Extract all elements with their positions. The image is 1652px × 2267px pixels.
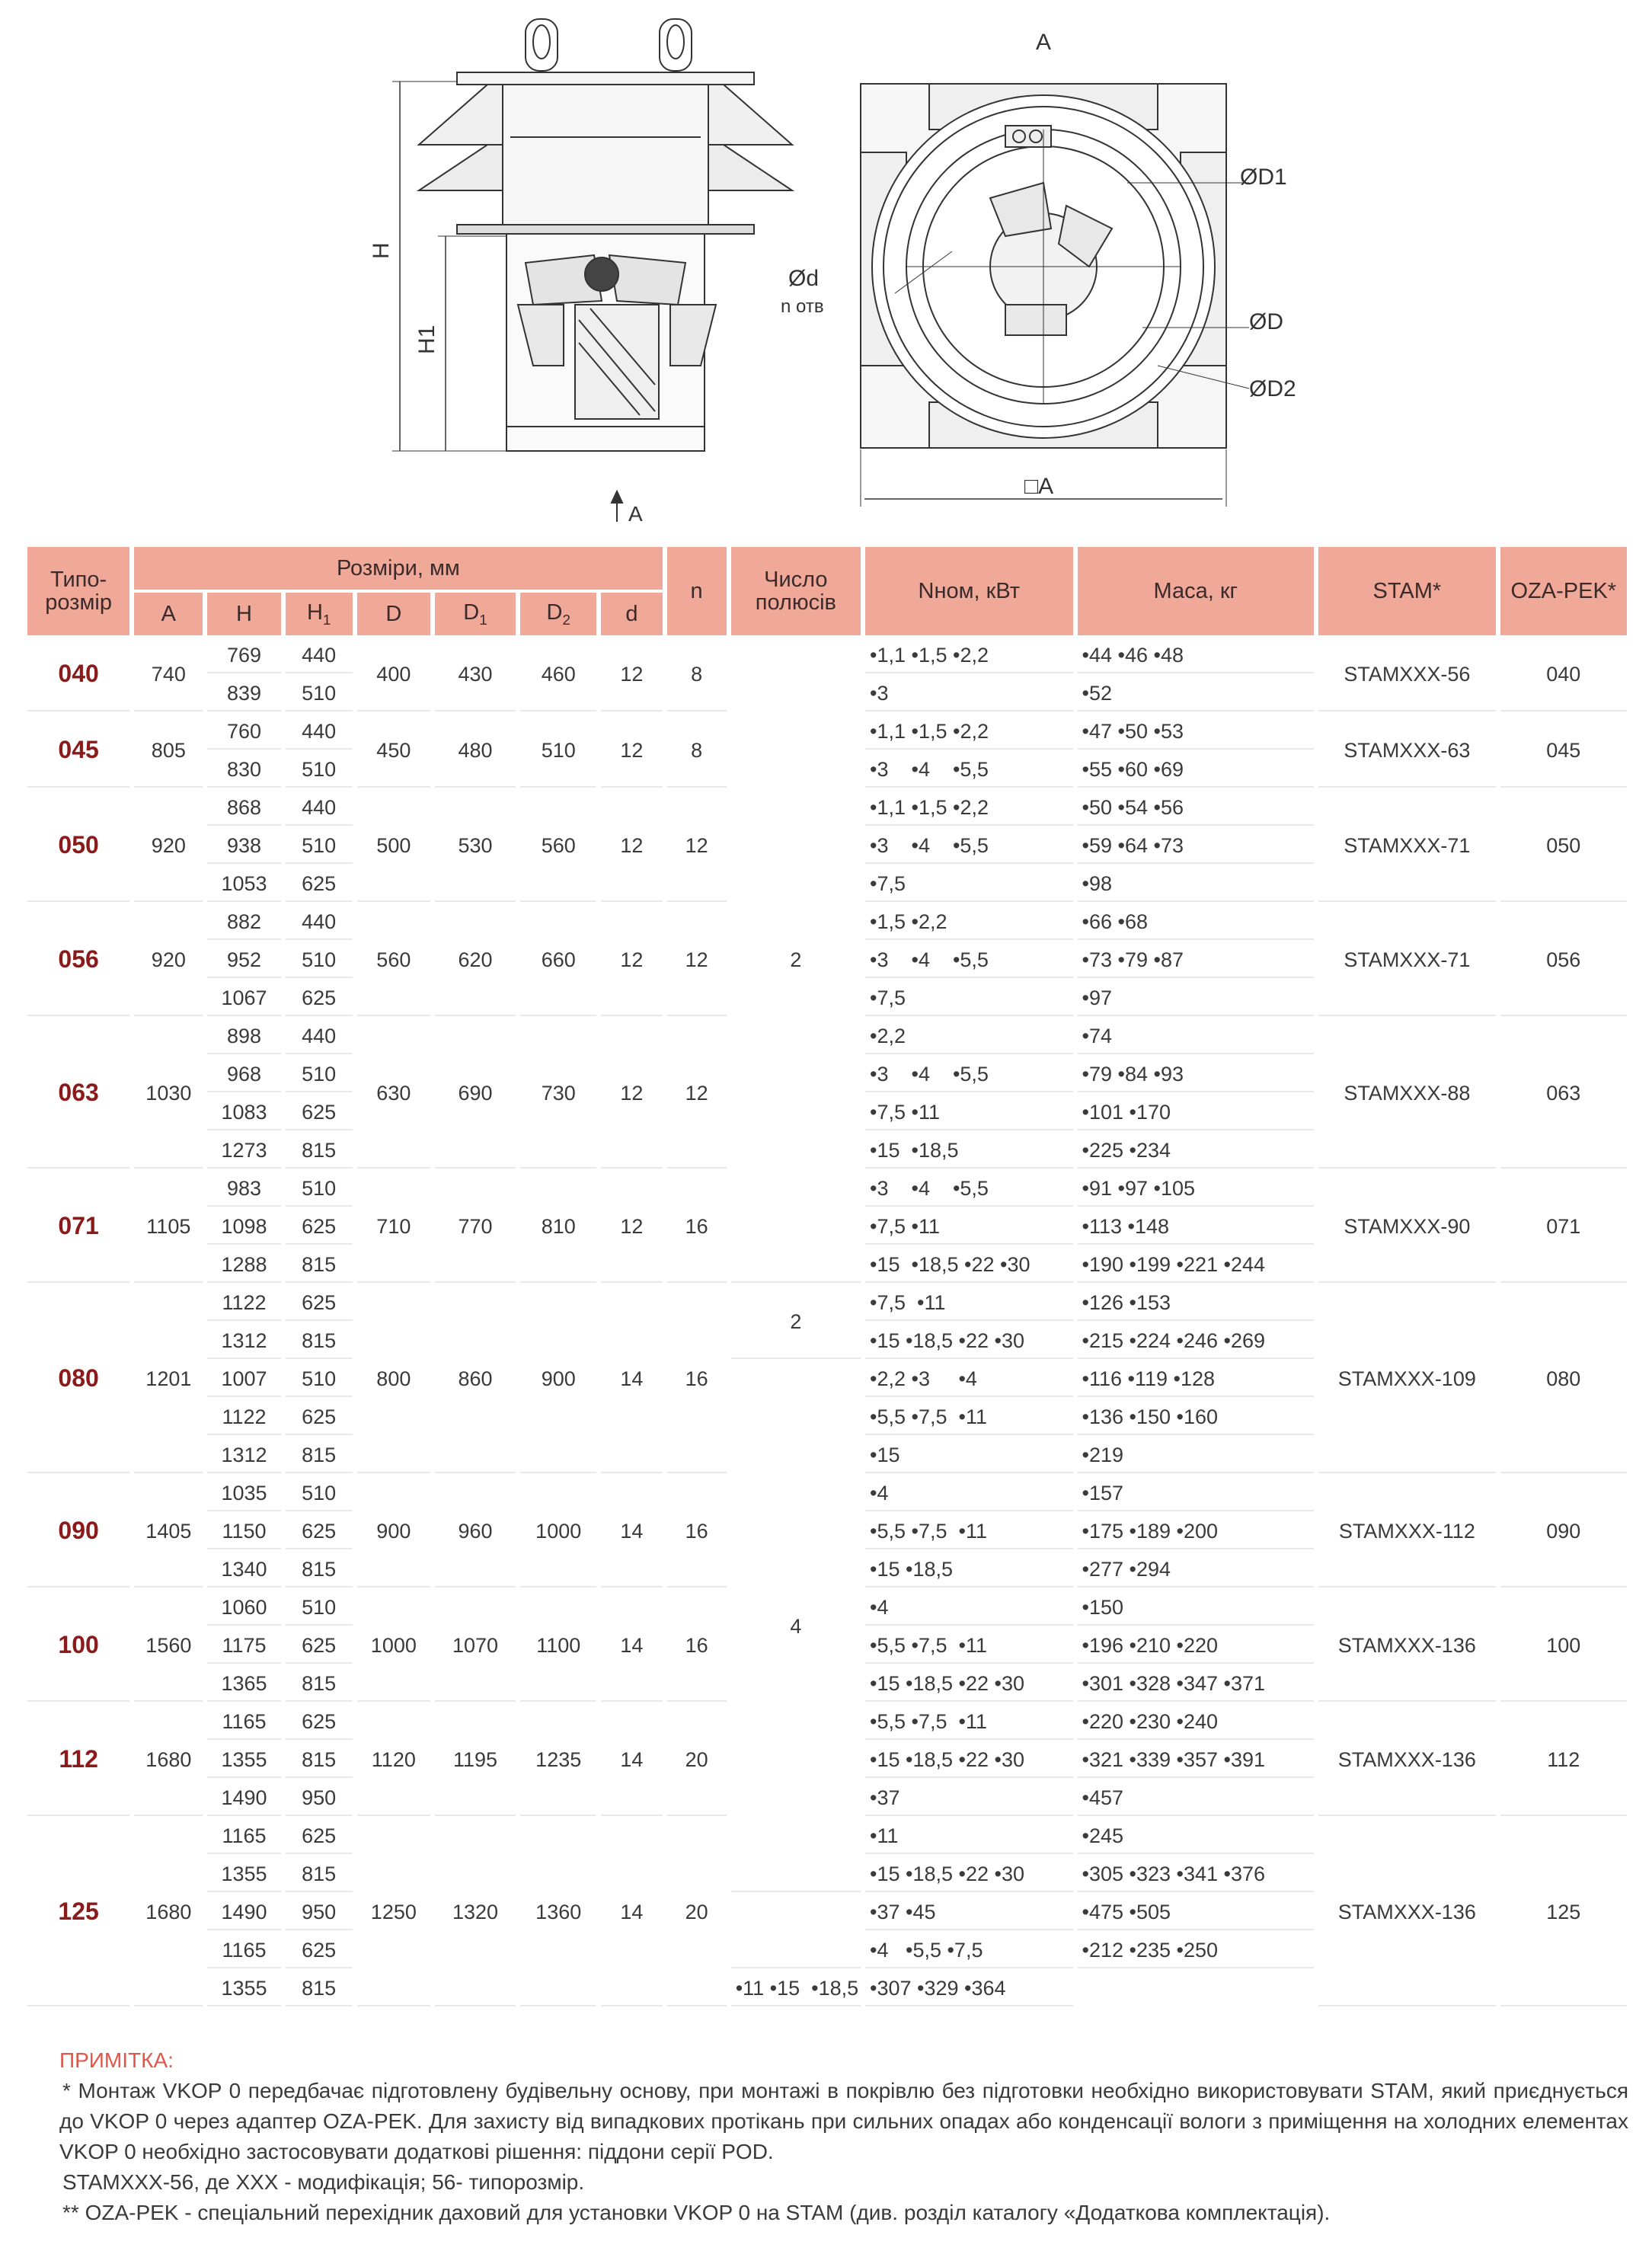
h1-cell: 440 [286,1019,353,1054]
note-3: ** OZA-PEK - спеціальний перехідник даховий для установки VKOP 0 на STAM (див. розділ каталогу «Додаткова комплектація). [62,2201,1331,2224]
poles-cell [731,1895,861,1968]
stam-cell: STAMXXX-90 [1318,1172,1495,1283]
mass-cell: •321 •339 •357 •391 [1078,1743,1315,1778]
stam-cell: STAMXXX-63 [1318,715,1495,788]
d-cell: 900 [357,1476,430,1588]
a-cell: 1680 [134,1705,203,1816]
h1-cell: 625 [286,867,353,902]
h1-cell: 625 [286,1400,353,1435]
header-mass: Маса, кг [1078,547,1315,635]
h1-cell: 510 [286,1476,353,1511]
dim-d-label: ØD [1249,309,1283,334]
dim-h1-label: H1 [414,325,439,354]
h-cell: 882 [207,905,280,940]
h-cell: 1035 [207,1476,280,1511]
d-cell: 800 [357,1286,430,1473]
stam-cell: STAMXXX-71 [1318,905,1495,1016]
h-cell: 898 [207,1019,280,1054]
h-cell: 1165 [207,1933,280,1968]
oza-pek-cell: 050 [1500,791,1627,902]
stam-cell: STAMXXX-56 [1318,638,1495,711]
h-cell: 1053 [207,867,280,902]
mass-cell: •220 •230 •240 [1078,1705,1315,1740]
a-cell: 1030 [134,1019,203,1169]
h1-cell: 815 [286,1438,353,1473]
header-d: D [357,593,430,635]
d-cell: 450 [357,715,430,788]
d1-cell: 1195 [435,1705,516,1816]
h1-cell: 510 [286,1591,353,1626]
d2-cell: 1360 [520,1819,596,2006]
h-cell: 868 [207,791,280,826]
h1-cell: 440 [286,791,353,826]
oza-pek-cell: 071 [1500,1172,1627,1283]
h1-cell: 440 [286,715,353,750]
dim-a-label: □A [1024,474,1054,499]
a-cell: 1680 [134,1819,203,2006]
power-cell: •2,2 [865,1019,1073,1054]
oza-pek-cell: 090 [1500,1476,1627,1588]
h1-cell: 625 [286,1286,353,1321]
mass-cell: •157 [1078,1476,1315,1511]
n-cell: 8 [667,638,727,711]
h-cell: 952 [207,943,280,978]
h-cell: 839 [207,676,280,711]
power-cell: •2,2 •3 •4 [865,1362,1073,1397]
h-cell: 1355 [207,1743,280,1778]
notes-title: ПРИМІТКА: [59,2048,174,2072]
size-cell: 050 [27,791,129,902]
mass-cell: •126 •153 [1078,1286,1315,1321]
mass-cell: •136 •150 •160 [1078,1400,1315,1435]
power-cell: •5,5 •7,5 •11 [865,1629,1073,1664]
n-cell: 8 [667,715,727,788]
hole-diameter-cell: 12 [601,905,662,1016]
n-cell: 20 [667,1819,727,2006]
power-cell: •5,5 •7,5 •11 [865,1705,1073,1740]
hole-diameter-cell: 12 [601,1172,662,1283]
power-cell: •1,1 •1,5 •2,2 [865,715,1073,750]
mass-cell: •277 •294 [1078,1552,1315,1588]
mass-cell: •101 •170 [1078,1095,1315,1130]
power-cell: •5,5 •7,5 •11 [865,1400,1073,1435]
h1-cell: 510 [286,1172,353,1207]
d2-cell: 460 [520,638,596,711]
mass-cell: •113 •148 [1078,1210,1315,1245]
power-cell: •7,5 •11 [865,1210,1073,1245]
h1-cell: 815 [286,1857,353,1892]
h1-cell: 510 [286,753,353,788]
d1-cell: 690 [435,1019,516,1169]
header-n: n [667,547,727,635]
h1-cell: 510 [286,943,353,978]
power-cell: •15 •18,5 [865,1134,1073,1169]
power-cell: •4 [865,1476,1073,1511]
n-cell: 12 [667,905,727,1016]
mass-cell: •150 [1078,1591,1315,1626]
header-small-d: d [601,593,662,635]
n-cell: 12 [667,1019,727,1169]
d2-cell: 900 [520,1286,596,1473]
d2-cell: 730 [520,1019,596,1169]
oza-pek-cell: 100 [1500,1591,1627,1702]
stam-cell: STAMXXX-136 [1318,1705,1495,1816]
poles-cell: 2 [731,638,861,1283]
a-cell: 805 [134,715,203,788]
mass-cell: •245 [1078,1819,1315,1854]
power-cell: •4 •5,5 •7,5 [865,1933,1073,1968]
header-size: Типо-розмір [27,547,129,635]
header-h1: $H_1$ [286,593,353,635]
header-a: A [134,593,203,635]
mass-cell: •47 •50 •53 [1078,715,1315,750]
oza-pek-cell: 045 [1500,715,1627,788]
h1-cell: 625 [286,1210,353,1245]
h1-cell: 440 [286,905,353,940]
mass-cell: •55 •60 •69 [1078,753,1315,788]
mass-cell: •301 •328 •347 •371 [1078,1667,1315,1702]
stam-cell: STAMXXX-136 [1318,1819,1495,2006]
h-cell: 1490 [207,1781,280,1816]
a-cell: 920 [134,905,203,1016]
d-cell: 630 [357,1019,430,1169]
header-dimensions: Розміри, мм [134,547,662,590]
oza-pek-cell: 063 [1500,1019,1627,1169]
stam-cell: STAMXXX-71 [1318,791,1495,902]
hole-diameter-cell: 12 [601,791,662,902]
d-cell: 560 [357,905,430,1016]
mass-cell: •475 •505 [1078,1895,1315,1930]
mass-cell: •212 •235 •250 [1078,1933,1315,1968]
mass-cell: •215 •224 •246 •269 [1078,1324,1315,1359]
d1-cell: 960 [435,1476,516,1588]
d1-cell: 620 [435,905,516,1016]
header-poles: Число полюсів [731,547,861,635]
d1-cell: 430 [435,638,516,711]
h-cell: 830 [207,753,280,788]
note-2: STAMXXX-56, де XXX - модифікація; 56- типорозмір. [62,2170,585,2194]
mass-cell: •59 •64 •73 [1078,829,1315,864]
n-cell: 16 [667,1476,727,1588]
power-cell: •1,5 •2,2 [865,905,1073,940]
oza-pek-cell: 080 [1500,1286,1627,1473]
power-cell: •3 •4 •5,5 [865,1057,1073,1092]
mass-cell: •66 •68 [1078,905,1315,940]
stam-cell: STAMXXX-112 [1318,1476,1495,1588]
h-cell: 1273 [207,1134,280,1169]
header-stam: STAM* [1318,547,1495,635]
n-cell: 16 [667,1172,727,1283]
dim-h-label: H [369,242,394,259]
size-cell: 045 [27,715,129,788]
hole-diameter-cell: 12 [601,715,662,788]
h-cell: 1007 [207,1362,280,1397]
d1-cell: 530 [435,791,516,902]
power-cell: •11 •15 •18,5 [731,1971,861,2006]
mass-cell: •91 •97 •105 [1078,1172,1315,1207]
header-power: Nном, кВт [865,547,1073,635]
power-cell: •37 •45 [865,1895,1073,1930]
power-cell: •7,5 •11 [865,1095,1073,1130]
power-cell: •3 [865,676,1073,711]
power-cell: •15 •18,5 •22 •30 [865,1667,1073,1702]
d1-cell: 1320 [435,1819,516,2006]
oza-pek-cell: 040 [1500,638,1627,711]
table-row [27,638,1627,673]
h1-cell: 510 [286,1362,353,1397]
power-cell: •15 •18,5 •22 •30 [865,1324,1073,1359]
header-d2: $D_2$ [520,593,596,635]
mass-cell: •219 [1078,1438,1315,1473]
h-cell: 1165 [207,1705,280,1740]
hole-diameter-cell: 14 [601,1819,662,2006]
n-cell: 12 [667,791,727,902]
size-cell: 112 [27,1705,129,1816]
mass-cell: •457 [1078,1781,1315,1816]
power-cell: •1,1 •1,5 •2,2 [865,638,1073,673]
h1-cell: 815 [286,1971,353,2006]
hole-diameter-cell: 14 [601,1705,662,1816]
a-cell: 1105 [134,1172,203,1283]
d-cell: 1000 [357,1591,430,1702]
size-cell: 080 [27,1286,129,1473]
n-cell: 16 [667,1591,727,1702]
d2-cell: 1000 [520,1476,596,1588]
h1-cell: 950 [286,1895,353,1930]
h-cell: 1067 [207,981,280,1016]
h-cell: 968 [207,1057,280,1092]
size-cell: 100 [27,1591,129,1702]
h-cell: 769 [207,638,280,673]
d-cell: 500 [357,791,430,902]
h-cell: 1060 [207,1591,280,1626]
h-cell: 1340 [207,1552,280,1588]
power-cell: •11 [865,1819,1073,1854]
d-cell: 1250 [357,1819,430,2006]
d-cell: 1120 [357,1705,430,1816]
n-cell: 16 [667,1286,727,1473]
size-cell: 071 [27,1172,129,1283]
mass-cell: •98 [1078,867,1315,902]
view-a-title: A [1036,30,1052,55]
h-cell: 983 [207,1172,280,1207]
h-cell: 1083 [207,1095,280,1130]
header-d1: $D_1$ [435,593,516,635]
dim-d1-label: ØD1 [1240,165,1287,190]
d2-cell: 510 [520,715,596,788]
mass-cell: •116 •119 •128 [1078,1362,1315,1397]
mass-cell: •44 •46 •48 [1078,638,1315,673]
h1-cell: 510 [286,829,353,864]
h1-cell: 625 [286,981,353,1016]
mass-cell: •79 •84 •93 [1078,1057,1315,1092]
notes-section [59,2045,1628,2228]
h-cell: 1122 [207,1286,280,1321]
mass-cell: •74 [1078,1019,1315,1054]
h1-cell: 625 [286,1629,353,1664]
h1-cell: 440 [286,638,353,673]
power-cell: •7,5 [865,981,1073,1016]
h-cell: 760 [207,715,280,750]
size-cell: 056 [27,905,129,1016]
power-cell: •3 •4 •5,5 [865,753,1073,788]
power-cell: •15 •18,5 •22 •30 [865,1857,1073,1892]
mass-cell: •52 [1078,676,1315,711]
h1-cell: 815 [286,1248,353,1283]
d2-cell: 560 [520,791,596,902]
size-cell: 125 [27,1819,129,2006]
size-cell: 040 [27,638,129,711]
power-cell: •15 •18,5 •22 •30 [865,1743,1073,1778]
h-cell: 1122 [207,1400,280,1435]
a-cell: 740 [134,638,203,711]
technical-drawing [0,0,1652,533]
front-view-drawing [861,84,1249,507]
h-cell: 1150 [207,1514,280,1549]
h1-cell: 815 [286,1552,353,1588]
a-cell: 920 [134,791,203,902]
stam-cell: STAMXXX-88 [1318,1019,1495,1169]
h1-cell: 510 [286,1057,353,1092]
d2-cell: 1100 [520,1591,596,1702]
view-arrow-label: A [628,502,643,526]
mass-cell: •50 •54 •56 [1078,791,1315,826]
power-cell: •7,5 [865,867,1073,902]
hole-diameter-cell: 12 [601,1019,662,1169]
power-cell: •15 [865,1438,1073,1473]
stam-cell: STAMXXX-136 [1318,1591,1495,1702]
d1-cell: 860 [435,1286,516,1473]
stam-cell: STAMXXX-109 [1318,1286,1495,1473]
h-cell: 1312 [207,1324,280,1359]
mass-cell: •97 [1078,981,1315,1016]
poles-cell: 2 [731,1286,861,1359]
h-cell: 1165 [207,1819,280,1854]
n-cell: 20 [667,1705,727,1816]
power-cell: •3 •4 •5,5 [865,829,1073,864]
h-cell: 1098 [207,1210,280,1245]
specification-table [23,544,1631,2010]
d-cell: 710 [357,1172,430,1283]
oza-pek-cell: 112 [1500,1705,1627,1816]
a-cell: 1201 [134,1286,203,1473]
side-view-drawing [392,19,792,522]
d1-cell: 1070 [435,1591,516,1702]
power-cell: •4 [865,1591,1073,1626]
h-cell: 1175 [207,1629,280,1664]
header-h: H [207,593,280,635]
mass-cell: •305 •323 •341 •376 [1078,1857,1315,1892]
h-cell: 1312 [207,1438,280,1473]
power-cell: •1,1 •1,5 •2,2 [865,791,1073,826]
h-cell: 1355 [207,1857,280,1892]
h1-cell: 625 [286,1095,353,1130]
power-cell: •7,5 •11 [865,1286,1073,1321]
d2-cell: 810 [520,1172,596,1283]
h-cell: 938 [207,829,280,864]
table-row [27,1286,1627,1321]
power-cell: •37 [865,1781,1073,1816]
header-oza-pek: OZA-PEK* [1500,547,1627,635]
hole-diameter-cell: 14 [601,1591,662,1702]
hole-diameter-cell: 14 [601,1286,662,1473]
a-cell: 1405 [134,1476,203,1588]
h-cell: 1365 [207,1667,280,1702]
d2-cell: 1235 [520,1705,596,1816]
dim-d2-label: ØD2 [1249,376,1296,401]
h1-cell: 625 [286,1819,353,1854]
a-cell: 1560 [134,1591,203,1702]
d-cell: 400 [357,638,430,711]
mass-cell: •196 •210 •220 [1078,1629,1315,1664]
mass-cell: •73 •79 •87 [1078,943,1315,978]
power-cell: •3 •4 •5,5 [865,943,1073,978]
d1-cell: 480 [435,715,516,788]
mass-cell: •225 •234 [1078,1134,1315,1169]
h-cell: 1288 [207,1248,280,1283]
power-cell: •15 •18,5 [865,1552,1073,1588]
h1-cell: 625 [286,1705,353,1740]
h1-cell: 510 [286,676,353,711]
d1-cell: 770 [435,1172,516,1283]
h1-cell: 950 [286,1781,353,1816]
d2-cell: 660 [520,905,596,1016]
dim-hole-label: Ød [788,266,820,291]
hole-count-label: n отв [781,296,824,317]
oza-pek-cell: 056 [1500,905,1627,1016]
hole-diameter-cell: 14 [601,1476,662,1588]
h-cell: 1355 [207,1971,280,2006]
oza-pek-cell: 125 [1500,1819,1627,2006]
note-1: * Монтаж VKOP 0 передбачає підготовлену будівельну основу, при монтажі в покрівлю без підготовки необхідно використовувати STAM, який приєднується до VKOP 0 через адаптер OZA-PEK. Для захисту від випадкових протікань при сильних опадах або конденсації вологи з приміщення на холодних елементах VKOP 0 необхідно застосовувати додаткові рішення: піддони серії POD. [59,2079,1628,2163]
mass-cell: •307 •329 •364 [865,1971,1073,2006]
power-cell: •15 •18,5 •22 •30 [865,1248,1073,1283]
power-cell: •3 •4 •5,5 [865,1172,1073,1207]
mass-cell: •175 •189 •200 [1078,1514,1315,1549]
size-cell: 063 [27,1019,129,1169]
power-cell: •5,5 •7,5 •11 [865,1514,1073,1549]
h1-cell: 815 [286,1324,353,1359]
table-body [27,638,1627,2006]
hole-diameter-cell: 12 [601,638,662,711]
mass-cell: •190 •199 •221 •244 [1078,1248,1315,1283]
h1-cell: 625 [286,1514,353,1549]
h1-cell: 625 [286,1933,353,1968]
h1-cell: 815 [286,1667,353,1702]
h1-cell: 815 [286,1743,353,1778]
poles-cell: 4 [731,1362,861,1892]
h1-cell: 815 [286,1134,353,1169]
size-cell: 090 [27,1476,129,1588]
h-cell: 1490 [207,1895,280,1930]
